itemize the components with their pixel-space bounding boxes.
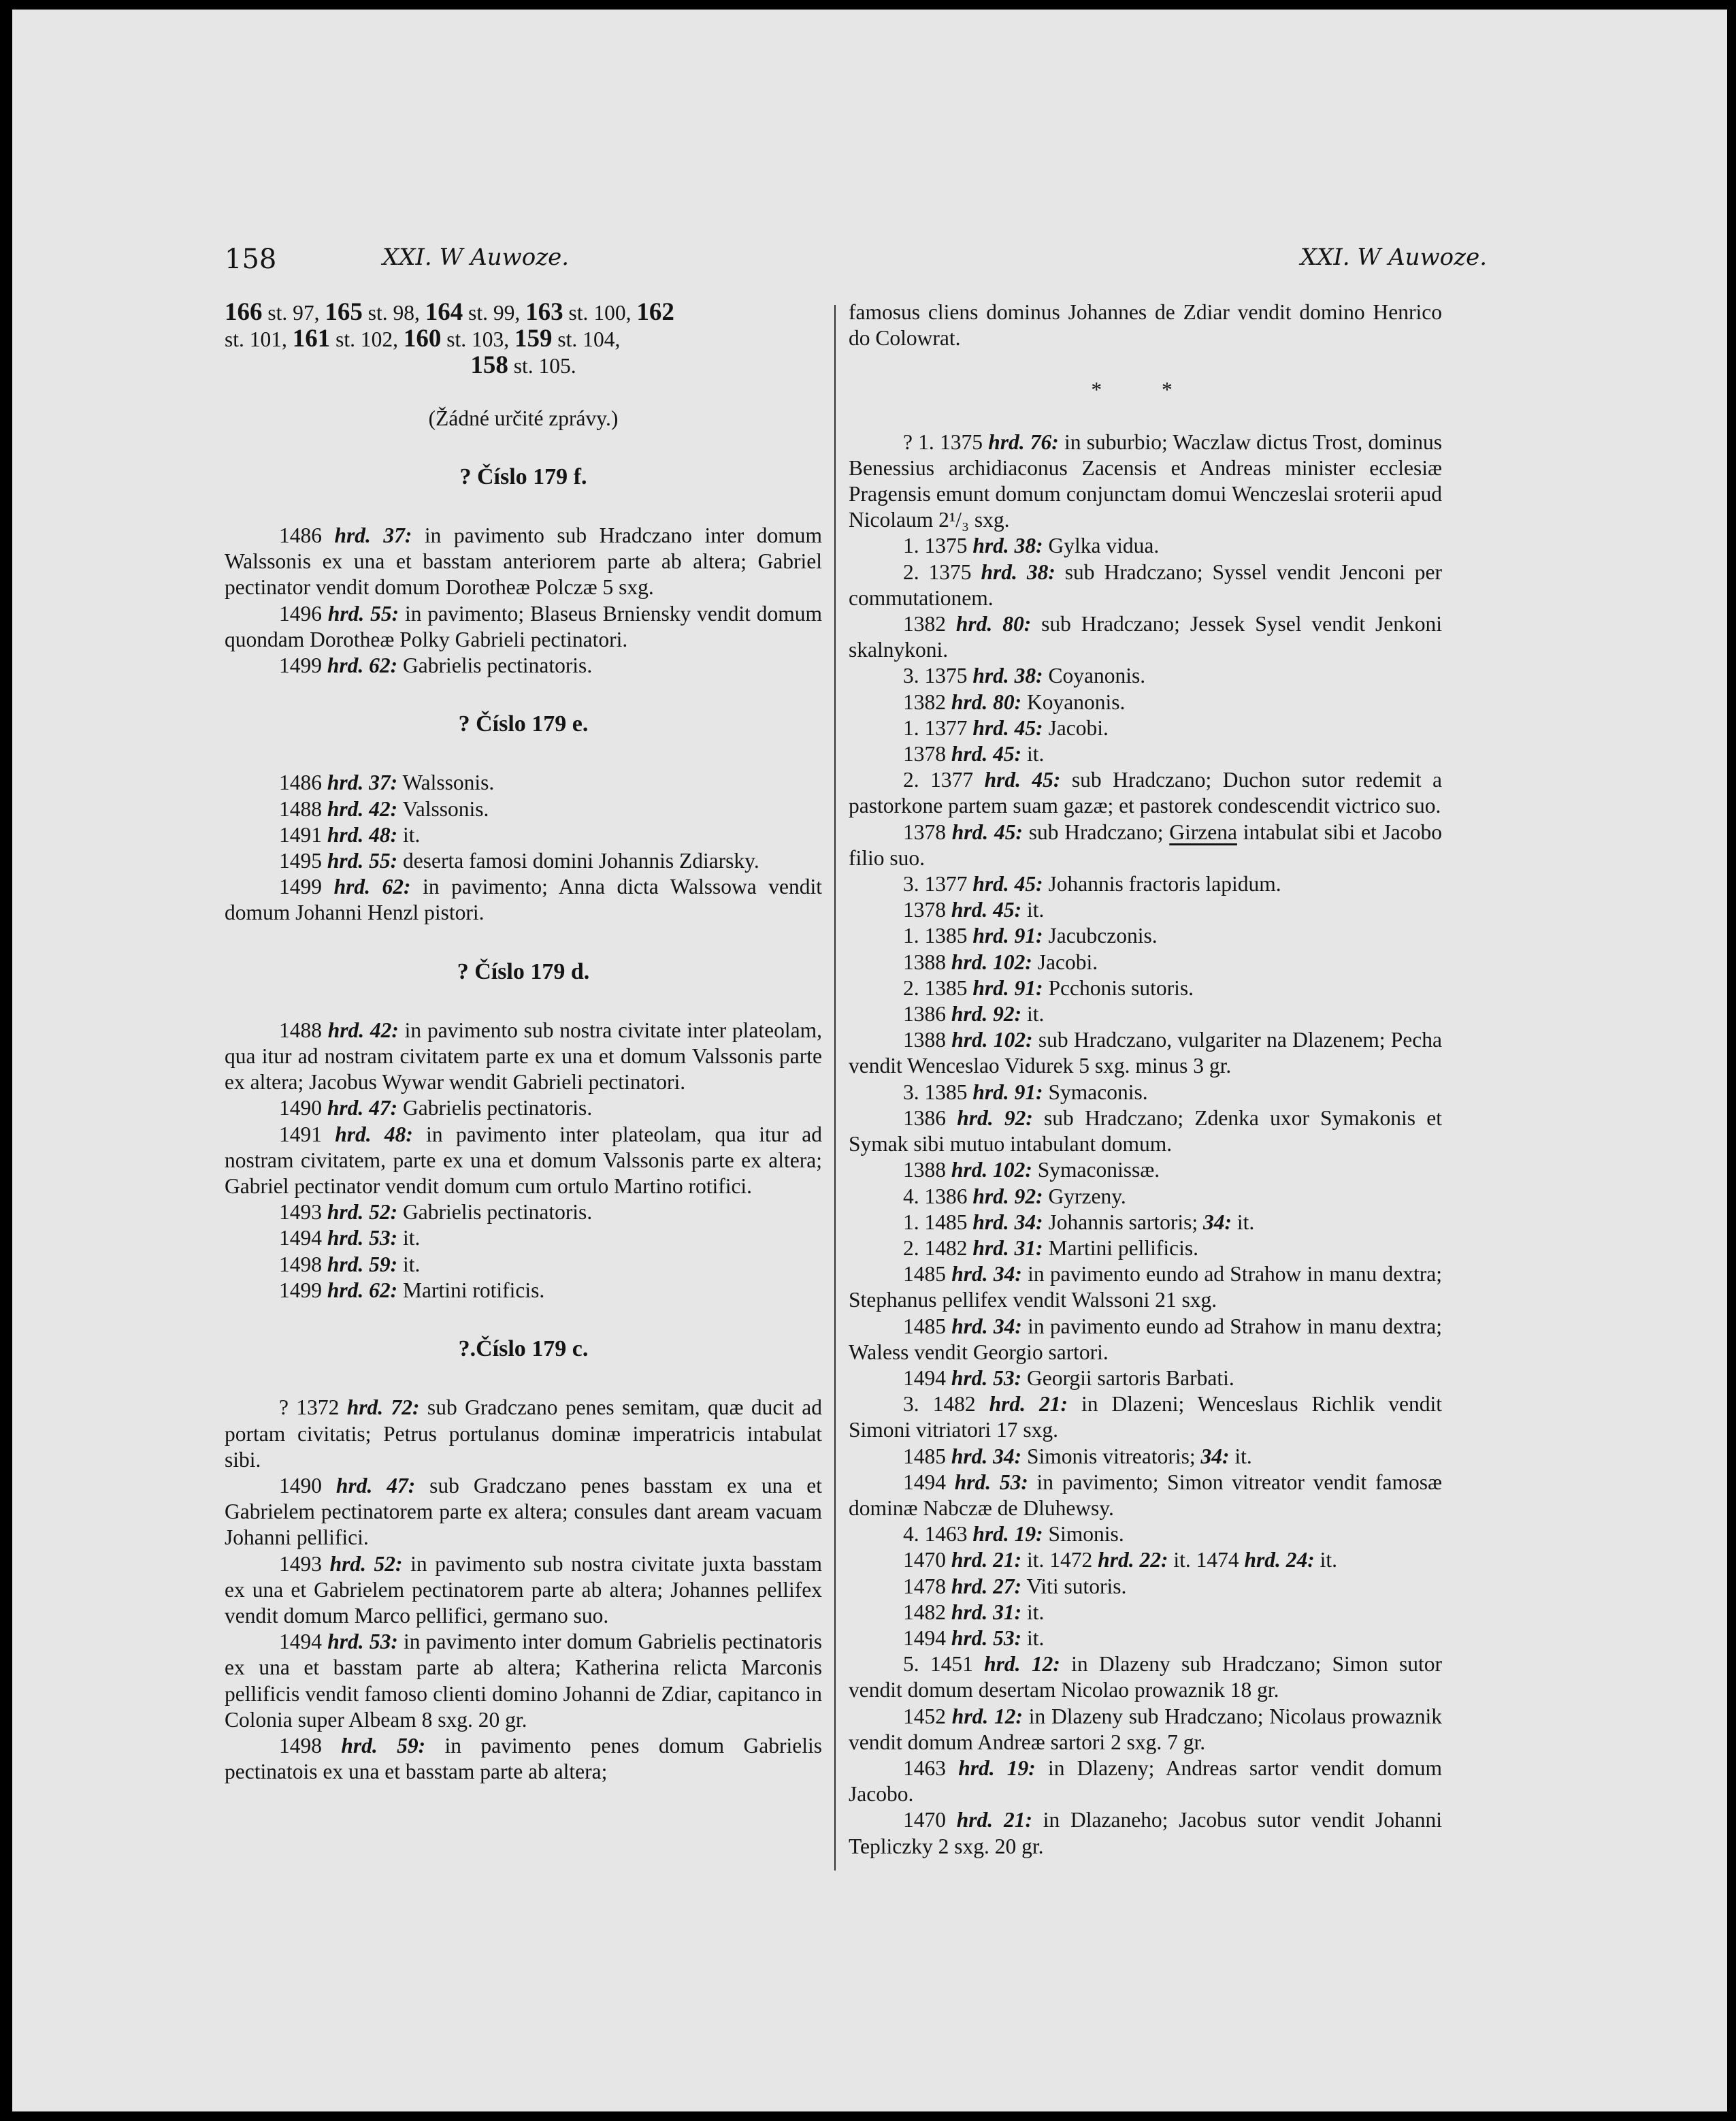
- entry: 3. 1375 hrd. 38: Coyanonis.: [903, 664, 1146, 688]
- continuation-paragraph: famosus cliens dominus Johannes de Zdiar vendit domino Henrico do Colowrat.: [849, 300, 1442, 351]
- entry: ? 1372 hrd. 72: sub Gradczano penes semitam, quæ ducit ad portam civitatis; Petrus portulanus dominæ imperatricis intabulat sibi.: [225, 1395, 822, 1472]
- house-numbers-line: 158 st. 105.: [470, 351, 576, 380]
- entry: 1495 hrd. 55: deserta famosi domini Johannis Zdiarsky.: [279, 849, 759, 873]
- entry: 1486 hrd. 37: in pavimento sub Hradczano inter domum Walssonis ex una et basstam anteriorem parte ab altera; Gabriel pectinator vendit domum Dorotheæ Polczæ 5 sxg.: [225, 523, 822, 600]
- house-numbers: [225, 299, 822, 380]
- header-left-title: XXI. W Auwoze.: [382, 244, 570, 271]
- entry: 1499 hrd. 62: in pavimento; Anna dicta Walssowa vendit domum Johanni Henzl pistori.: [225, 875, 822, 925]
- entry: 1490 hrd. 47: Gabrielis pectinatoris.: [279, 1096, 593, 1120]
- entry: 1378 hrd. 45: it.: [903, 898, 1045, 922]
- entry: 1482 hrd. 31: it.: [903, 1600, 1045, 1624]
- page-number: 158: [225, 244, 277, 275]
- entry: 3. 1377 hrd. 45: Johannis fractoris lapidum.: [903, 872, 1281, 896]
- running-header: [225, 244, 1487, 285]
- entry: 1452 hrd. 12: in Dlazeny sub Hradczano; Nicolaus prowaznik vendit domum Andreæ sartori 2 sxg. 7 gr.: [849, 1704, 1443, 1754]
- house-numbers-line: 166 st. 97, 165 st. 98, 164 st. 99, 163 st. 100, 162: [225, 298, 674, 326]
- entry: 1386 hrd. 92: sub Hradczano; Zdenka uxor Symakonis et Symak sibi mutuo intabulant domum.: [849, 1105, 1442, 1156]
- entry: 1486 hrd. 37: Walssonis.: [279, 771, 495, 795]
- entry: 1388 hrd. 102: Symaconissæ.: [903, 1158, 1160, 1182]
- entry: 1491 hrd. 48: it.: [279, 822, 421, 847]
- entry: 1493 hrd. 52: Gabrielis pectinatoris.: [279, 1200, 593, 1225]
- entry: 2. 1377 hrd. 45: sub Hradczano; Duchon sutor redemit a pastorkone partem suam gazæ; et pastorek condescendit victrico suo.: [849, 768, 1443, 818]
- entry: 1378 hrd. 45: it.: [903, 742, 1045, 766]
- entry: 2. 1482 hrd. 31: Martini pellificis.: [903, 1235, 1198, 1260]
- section-heading: ? Číslo 179 e.: [458, 711, 589, 737]
- entry: 1498 hrd. 59: it.: [279, 1252, 421, 1276]
- entry: 1493 hrd. 52: in pavimento sub nostra civitate juxta basstam ex una et Gabrielem pectinatorem parte ab altera; Johannes pellifex vendit domum Marco pellifici, germano suo.: [225, 1551, 822, 1628]
- right-column: [849, 299, 1442, 1860]
- entry: 1382 hrd. 80: Koyanonis.: [903, 690, 1126, 714]
- entry: 2. 1385 hrd. 91: Pcchonis sutoris.: [903, 975, 1194, 1000]
- right-entries: [849, 430, 1442, 1860]
- entry: 4. 1463 hrd. 19: Simonis.: [903, 1522, 1124, 1547]
- entry: 1494 hrd. 53: Georgii sartoris Barbati.: [903, 1365, 1234, 1390]
- entry: 1490 hrd. 47: sub Gradczano penes basstam ex una et Gabrielem pectinatorem parte ex altera; consules dant aream vacuam Johanni pellifici.: [225, 1473, 822, 1550]
- entry: 1494 hrd. 53: in pavimento; Simon vitreator vendit famosæ dominæ Nabczæ de Dluhewsy.: [849, 1470, 1442, 1520]
- entry: 1485 hrd. 34: in pavimento eundo ad Strahow in manu dextra; Stephanus pellifex vendit Walssoni 21 sxg.: [849, 1262, 1442, 1312]
- entry: 1491 hrd. 48: in pavimento inter plateolam, qua itur ad nostram civitatem, parte ex una et domum Valssonis parte ex altera; Gabriel pectinator vendit domum cum ortulo Martino rotifici.: [225, 1122, 822, 1199]
- entry: 1378 hrd. 45: sub Hradczano; Girzena intabulat sibi et Jacobo filio suo.: [849, 820, 1442, 870]
- entry: 1470 hrd. 21: in Dlazaneho; Jacobus sutor vendit Johanni Tepliczky 2 sxg. 20 gr.: [849, 1808, 1442, 1858]
- entry: 1. 1385 hrd. 91: Jacubczonis.: [903, 924, 1158, 948]
- entry: 1498 hrd. 59: in pavimento penes domum Gabrielis pectinatois ex una et basstam parte ab altera;: [225, 1733, 822, 1784]
- section-separator: * *: [1091, 378, 1200, 402]
- entry: 2. 1375 hrd. 38: sub Hradczano; Syssel vendit Jenconi per commutationem.: [849, 560, 1443, 610]
- entry: 1488 hrd. 42: in pavimento sub nostra civitate inter plateolam, qua itur ad nostram civitatem parte ex una et domum Valssonis parte ex altera; Jacobus Wywar wendit Gabrieli pectinatori.: [225, 1018, 822, 1095]
- entry: 1488 hrd. 42: Valssonis.: [279, 796, 489, 821]
- header-right-title: XXI. W Auwoze.: [1300, 244, 1487, 271]
- entry: 1499 hrd. 62: Martini rotificis.: [279, 1278, 545, 1302]
- entry: 5. 1451 hrd. 12: in Dlazeny sub Hradczano; Simon sutor vendit domum desertam Nicolao prowaznik 18 gr.: [849, 1652, 1443, 1702]
- note: (Žádné určité zprávy.): [428, 406, 619, 430]
- entry: 1386 hrd. 92: it.: [903, 1002, 1045, 1026]
- entry: 1496 hrd. 55: in pavimento; Blaseus Brniensky vendit domum quondam Dorotheæ Polky Gabrieli pectinatori.: [225, 601, 823, 651]
- entry: 3. 1482 hrd. 21: in Dlazeni; Wenceslaus Richlik vendit Simoni vitriatori 17 sxg.: [849, 1392, 1442, 1442]
- left-sections: [225, 432, 822, 1785]
- entry: 1485 hrd. 34: Simonis vitreatoris; 34: it.: [903, 1444, 1252, 1468]
- left-column: [225, 299, 822, 1785]
- section-heading: ? Číslo 179 d.: [457, 958, 590, 984]
- entry: 1388 hrd. 102: sub Hradczano, vulgariter na Dlazenem; Pecha vendit Wenceslao Vidurek 5 sxg. minus 3 gr.: [849, 1028, 1442, 1078]
- entry: 4. 1386 hrd. 92: Gyrzeny.: [903, 1184, 1126, 1208]
- section-heading: ? Číslo 179 f.: [459, 464, 587, 489]
- entry: 1485 hrd. 34: in pavimento eundo ad Strahow in manu dextra; Waless vendit Georgio sartori.: [849, 1314, 1442, 1364]
- column-divider: [834, 305, 836, 1871]
- entry: 1388 hrd. 102: Jacobi.: [903, 950, 1098, 974]
- entry: 1470 hrd. 21: it. 1472 hrd. 22: it. 1474 hrd. 24: it.: [903, 1548, 1338, 1572]
- entry: 1. 1485 hrd. 34: Johannis sartoris; 34: it.: [903, 1210, 1255, 1234]
- entry: 1463 hrd. 19: in Dlazeny; Andreas sartor vendit domum Jacobo.: [849, 1755, 1442, 1807]
- entry: 1478 hrd. 27: Viti sutoris.: [903, 1574, 1127, 1598]
- house-numbers-line: st. 101, 161 st. 102, 160 st. 103, 159 st. 104,: [225, 325, 621, 353]
- entry: 1382 hrd. 80: sub Hradczano; Jessek Sysel vendit Jenkoni skalnykoni.: [849, 612, 1442, 662]
- entry: 1. 1375 hrd. 38: Gylka vidua.: [903, 534, 1160, 558]
- section-heading: ?.Číslo 179 c.: [458, 1336, 589, 1362]
- entry: 1494 hrd. 53: it.: [903, 1625, 1045, 1650]
- entry: 1499 hrd. 62: Gabrielis pectinatoris.: [279, 653, 593, 678]
- entry: 3. 1385 hrd. 91: Symaconis.: [903, 1080, 1148, 1104]
- entry: 1. 1377 hrd. 45: Jacobi.: [903, 715, 1109, 740]
- entry: 1494 hrd. 53: in pavimento inter domum Gabrielis pectinatoris ex una et basstam parte ab altera; Katherina relicta Marconis pellificis vendit famoso clienti domino Johanni de Zdiar, capitanco in Colonia super Albeam 8 sxg. 20 gr.: [225, 1630, 822, 1732]
- entry: 1494 hrd. 53: it.: [279, 1226, 421, 1250]
- entry: ? 1. 1375 hrd. 76: in suburbio; Waczlaw dictus Trost, dominus Benessius archidiaconus Zacensis et Andreas minister ecclesiæ Pragensis emunt domum conjunctam domui Wenczeslai sroterii apud Nicolaum 2¹/₃ sxg.: [849, 430, 1442, 532]
